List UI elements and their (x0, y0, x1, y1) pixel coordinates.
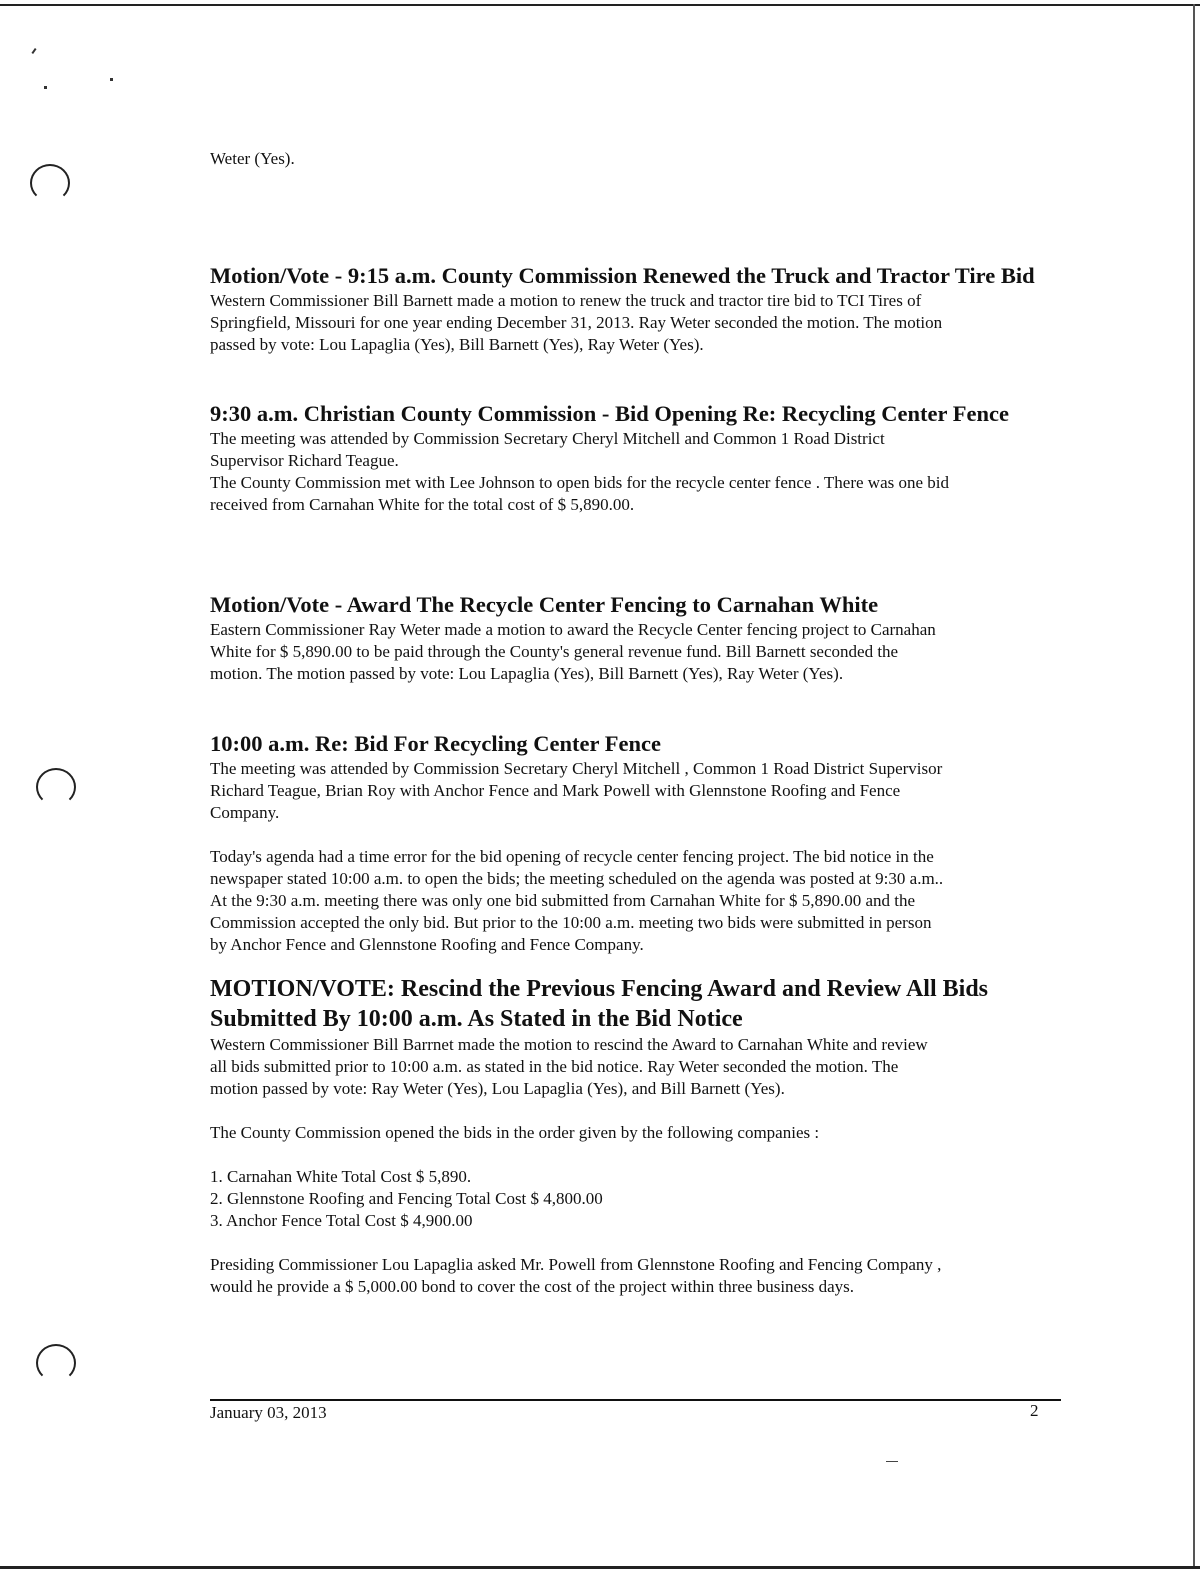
paragraph-line: newspaper stated 10:00 a.m. to open the bids; the meeting scheduled on the agenda was posted at 9:30 a.m.. (210, 869, 944, 888)
section-heading-award-fencing: Motion/Vote - Award The Recycle Center Fencing to Carnahan White (210, 592, 879, 617)
footer-rule (210, 1399, 1061, 1401)
paragraph-line: by Anchor Fence and Glennstone Roofing and Fence Company. (210, 935, 644, 954)
footer-date: January 03, 2013 (210, 1403, 327, 1422)
section-heading-bid-opening: 9:30 a.m. Christian County Commission - Bid Opening Re: Recycling Center Fence (210, 401, 1009, 426)
scan-speck (886, 1461, 898, 1462)
paragraph-line: The County Commission met with Lee Johnson to open bids for the recycle center fence . There was one bid (210, 473, 949, 492)
paragraph-line: Eastern Commissioner Ray Weter made a motion to award the Recycle Center fencing project to Carnahan (210, 620, 936, 639)
paragraph-line: Western Commissioner Bill Barrnet made the motion to rescind the Award to Carnahan White and review (210, 1035, 928, 1054)
paragraph-line: Springfield, Missouri for one year ending December 31, 2013. Ray Weter seconded the motion. The motion (210, 313, 943, 332)
paragraph-line: At the 9:30 a.m. meeting there was only one bid submitted from Carnahan White for $ 5,890.00 and the (210, 891, 916, 910)
punch-hole-middle (36, 768, 76, 806)
paragraph-line: The meeting was attended by Commission Secretary Cheryl Mitchell and Common 1 Road District (210, 429, 885, 448)
scan-speck (44, 86, 47, 89)
scan-right-edge (1193, 4, 1195, 1568)
scan-top-edge (0, 4, 1200, 6)
paragraph-line: motion passed by vote: Ray Weter (Yes), Lou Lapaglia (Yes), and Bill Barnett (Yes). (210, 1079, 785, 1098)
paragraph-line: all bids submitted prior to 10:00 a.m. as stated in the bid notice. Ray Weter seconded the motion. The (210, 1057, 899, 1076)
bid-list-item: 2. Glennstone Roofing and Fencing Total Cost $ 4,800.00 (210, 1189, 603, 1208)
section-heading-ten-am-bid: 10:00 a.m. Re: Bid For Recycling Center Fence (210, 731, 661, 756)
minutes-text (210, 148, 1060, 1298)
paragraph-line: The meeting was attended by Commission Secretary Cheryl Mitchell , Common 1 Road District Supervisor (210, 759, 943, 778)
continued-line: Weter (Yes). (210, 149, 295, 168)
bid-list-item: 3. Anchor Fence Total Cost $ 4,900.00 (210, 1211, 473, 1230)
punch-hole-top (30, 164, 70, 202)
section-heading-rescind-line2: Submitted By 10:00 a.m. As Stated in the Bid Notice (210, 1006, 743, 1032)
scan-speck (110, 78, 113, 81)
paragraph-line: Presiding Commissioner Lou Lapaglia asked Mr. Powell from Glennstone Roofing and Fencing Company , (210, 1255, 942, 1274)
paragraph-line: Commission accepted the only bid. But prior to the 10:00 a.m. meeting two bids were submitted in person (210, 913, 932, 932)
bids-intro: The County Commission opened the bids in the order given by the following companies : (210, 1123, 820, 1142)
section-heading-tire-bid: Motion/Vote - 9:15 a.m. County Commission Renewed the Truck and Tractor Tire Bid (210, 263, 1035, 288)
paragraph-line: would he provide a $ 5,000.00 bond to cover the cost of the project within three business days. (210, 1277, 854, 1296)
paragraph-line: Today's agenda had a time error for the bid opening of recycle center fencing project. The bid notice in the (210, 847, 934, 866)
scan-speck (31, 48, 36, 54)
punch-hole-bottom (36, 1344, 76, 1382)
section-heading-rescind-line1: MOTION/VOTE: Rescind the Previous Fencing Award and Review All Bids (210, 976, 989, 1002)
page-number: 2 (1030, 1401, 1039, 1420)
paragraph-line: motion. The motion passed by vote: Lou Lapaglia (Yes), Bill Barnett (Yes), Ray Weter (Yes). (210, 664, 844, 683)
paragraph-line: Western Commissioner Bill Barnett made a motion to renew the truck and tractor tire bid to TCI Tires of (210, 291, 922, 310)
paragraph-line: Company. (210, 803, 280, 822)
paragraph-line: Supervisor Richard Teague. (210, 451, 399, 470)
paragraph-line: Richard Teague, Brian Roy with Anchor Fence and Mark Powell with Glennstone Roofing and Fence (210, 781, 901, 800)
paragraph-line: received from Carnahan White for the total cost of $ 5,890.00. (210, 495, 635, 514)
paragraph-line: passed by vote: Lou Lapaglia (Yes), Bill Barnett (Yes), Ray Weter (Yes). (210, 335, 704, 354)
scan-bottom-edge (0, 1566, 1200, 1569)
bid-list-item: 1. Carnahan White Total Cost $ 5,890. (210, 1167, 472, 1186)
paragraph-line: White for $ 5,890.00 to be paid through the County's general revenue fund. Bill Barnett seconded the (210, 642, 899, 661)
